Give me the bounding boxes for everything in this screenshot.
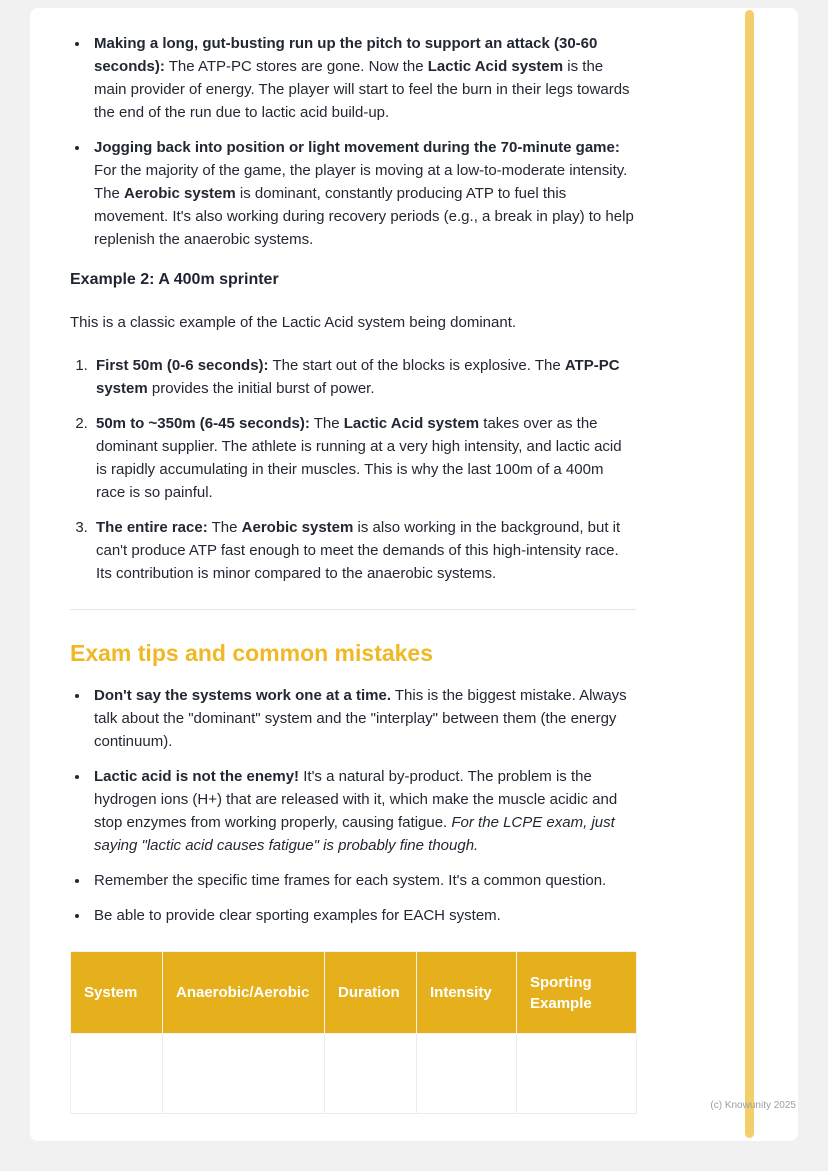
- list-item: [92, 412, 636, 504]
- text-segment: Be able to provide clear sporting examples for EACH system.: [94, 907, 501, 924]
- section-divider: [70, 609, 636, 610]
- example2-heading: Example 2: A 400m sprinter: [70, 271, 279, 288]
- text-segment: The ATP-PC stores are gone. Now the: [164, 58, 428, 75]
- text-segment: The start out of the blocks is explosive. The: [268, 357, 565, 374]
- text-segment: The: [207, 519, 242, 536]
- table-cell: [517, 1034, 637, 1114]
- text-segment: For the LCPE exam, just saying "lactic acid causes fatigue" is probably fine though.: [94, 814, 615, 854]
- text-segment: The: [309, 415, 344, 432]
- table-empty-row: [71, 1034, 637, 1114]
- content-card: [30, 8, 798, 1141]
- table-header-cell: Duration: [325, 952, 417, 1034]
- text-segment: The entire race:: [96, 519, 208, 536]
- sprinter-steps-list: [70, 354, 636, 585]
- text-segment: 50m to ~350m (6-45 seconds):: [96, 415, 310, 432]
- example2-intro: This is a classic example of the Lactic Acid system being dominant.: [70, 314, 517, 331]
- list-item: [90, 32, 636, 124]
- list-item: [90, 869, 636, 892]
- document-content: [70, 32, 636, 1114]
- text-segment: Lactic Acid system: [343, 415, 480, 432]
- list-item: [90, 684, 636, 753]
- text-segment: It's a natural by-product. The problem is the hydrogen ions (H+) that are released with it, which make the muscle acidic and stop enzymes from working properly, causing fatigue.: [94, 768, 618, 831]
- list-item: [90, 136, 636, 251]
- text-segment: This is the biggest mistake. Always talk about the "dominant" system and the "interplay" between them (the energy continuum).: [94, 687, 627, 750]
- list-item: [92, 354, 636, 400]
- list-item: [90, 904, 636, 927]
- exam-tips-list: [70, 684, 636, 927]
- table-cell: [163, 1034, 325, 1114]
- table-header-row: [71, 952, 637, 1034]
- list-item: [92, 516, 636, 585]
- text-segment: Jogging back into position or light movement during the 70-minute game:: [94, 139, 620, 156]
- text-segment: Making a long, gut-busting run up the pitch to support an attack (30-60 seconds):: [94, 35, 598, 75]
- accent-stripe: [745, 10, 754, 1138]
- list-item: [90, 765, 636, 857]
- text-segment: For the majority of the game, the player is moving at a low-to-moderate intensity. The: [94, 162, 628, 202]
- table-header-cell: System: [71, 952, 163, 1034]
- text-segment: is also working in the background, but it can't produce ATP fast enough to meet the demands of this high-intensity race. Its contribution is minor compared to the anaerobic systems.: [96, 519, 621, 582]
- text-segment: ATP-PC system: [96, 357, 620, 397]
- text-segment: Remember the specific time frames for each system. It's a common question.: [94, 872, 607, 889]
- table-header-cell: Anaerobic/Aerobic: [163, 952, 325, 1034]
- energy-systems-table: [70, 951, 637, 1114]
- text-segment: First 50m (0-6 seconds):: [96, 357, 269, 374]
- text-segment: provides the initial burst of power.: [147, 380, 375, 397]
- table-cell: [417, 1034, 517, 1114]
- text-segment: is the main provider of energy. The player will start to feel the burn in their legs towards the end of the run due to lactic acid build-up.: [94, 58, 630, 121]
- copyright-watermark: (c) Knowunity 2025: [710, 1100, 796, 1111]
- text-segment: Aerobic system: [124, 185, 236, 202]
- table-header-cell: Intensity: [417, 952, 517, 1034]
- text-segment: Don't say the systems work one at a time.: [94, 687, 391, 704]
- football-examples-list: [70, 32, 636, 251]
- table-cell: [325, 1034, 417, 1114]
- exam-tips-heading: Exam tips and common mistakes: [70, 640, 434, 666]
- text-segment: takes over as the dominant supplier. The athlete is running at a very high intensity, and lactic acid is rapidly accumulating in their muscles. This is why the last 100m of a 400m race is so painful.: [96, 415, 622, 501]
- text-segment: Lactic acid is not the enemy!: [94, 768, 300, 785]
- table-cell: [71, 1034, 163, 1114]
- text-segment: is dominant, constantly producing ATP to fuel this movement. It's also working during recovery periods (e.g., a break in play) to help replenish the anaerobic systems.: [94, 185, 634, 248]
- text-segment: Lactic Acid system: [427, 58, 564, 75]
- table-header-cell: Sporting Example: [517, 952, 637, 1034]
- text-segment: Aerobic system: [241, 519, 354, 536]
